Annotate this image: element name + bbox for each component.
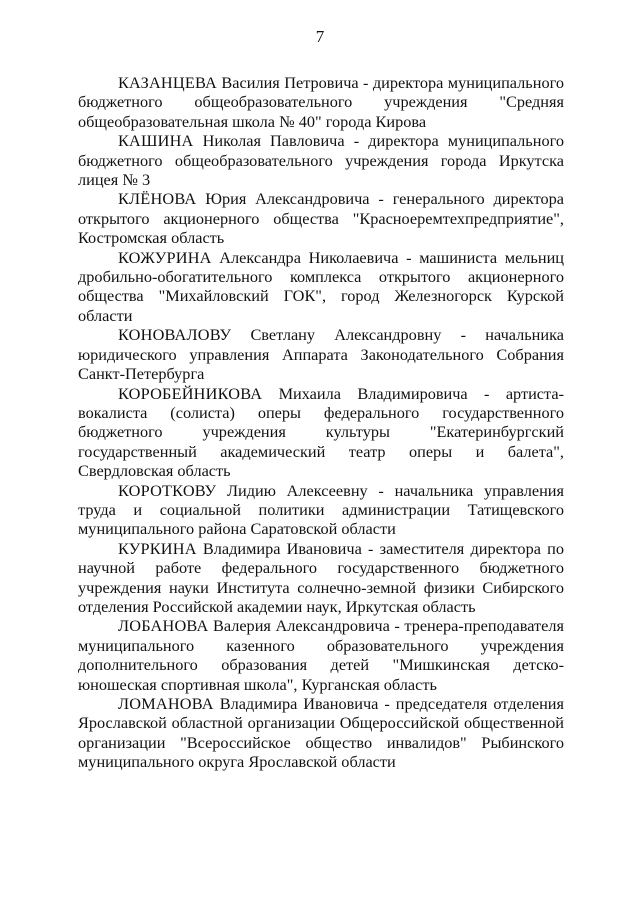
entry-surname: КАЗАНЦЕВА [118,73,217,92]
entry-details: Михаила Владимировича - артиста-вокалиста (солиста) оперы федерального государственного бюджетного учреждения культуры "Екатеринбургский государственный академический театр оперы и балета", Свердловская область [78,383,564,481]
award-entry-korobeynikov [78,384,564,481]
award-entry-kashin [78,131,564,189]
entry-details: Владимира Ивановича - председателя отделения Ярославской областной организации Общероссийской общественной организации "Всероссийское общество инвалидов" Рыбинского муниципального округа Ярославской области [78,694,564,772]
award-entry-kazantsev [78,73,564,131]
award-entry-konovalova [78,325,564,383]
entry-surname: ЛОМАНОВА [118,694,214,713]
award-list [78,73,564,772]
award-entry-lobanov [78,616,564,694]
award-entry-lomanov [78,694,564,772]
award-entry-korotkova [78,481,564,539]
entry-surname: КУРКИНА [118,538,197,558]
entry-details: Владимира Ивановича - заместителя директора по научной работе федерального государственного бюджетного учреждения науки Института солнечно-земной физики Сибирского отделения Российской академии наук, Иркутская область [78,538,564,616]
entry-details: Василия Петровича - директора муниципального бюджетного общеобразовательного учреждения "Средняя общеобразовательная школа № 40" города Кирова [78,73,564,131]
award-entry-kurkin [78,539,564,617]
entry-surname: КОРОТКОВУ [118,480,217,500]
page-number: 7 [315,27,325,46]
entry-details: Николая Павловича - директора муниципального бюджетного общеобразовательного учреждения города Иркутска лицея № 3 [78,131,564,190]
entry-surname: КОЖУРИНА [118,247,212,267]
entry-details: Юрия Александровича - генерального директора открытого акционерного общества "Красноеремтехпредприятие", Костромская область [78,189,564,248]
entry-details: Светлану Александровну - начальника юридического управления Аппарата Законодательного Собрания Санкт-Петербурга [78,325,564,384]
award-entry-klenov [78,189,564,247]
entry-surname: КОНОВАЛОВУ [118,325,232,345]
entry-details: Александра Николаевича - машиниста мельниц дробильно-обогатительного комплекса открытого акционерного общества "Михайловский ГОК", город Железногорск Курской области [78,247,564,325]
award-entry-kozhurin [78,248,564,326]
entry-surname: КЛЁНОВА [118,189,197,209]
entry-surname: ЛОБАНОВА [118,616,209,636]
entry-details: Валерия Александровича - тренера-преподавателя муниципального казенного образовательного учреждения дополнительного образования детей "Мишкинская детско-юношеская спортивная школа", Курганская область [78,616,564,694]
entry-details: Лидию Алексеевну - начальника управления труда и социальной политики администрации Татищевского муниципального района Саратовской области [78,480,564,539]
entry-surname: КАШИНА [118,131,194,151]
entry-surname: КОРОБЕЙНИКОВА [118,383,263,403]
